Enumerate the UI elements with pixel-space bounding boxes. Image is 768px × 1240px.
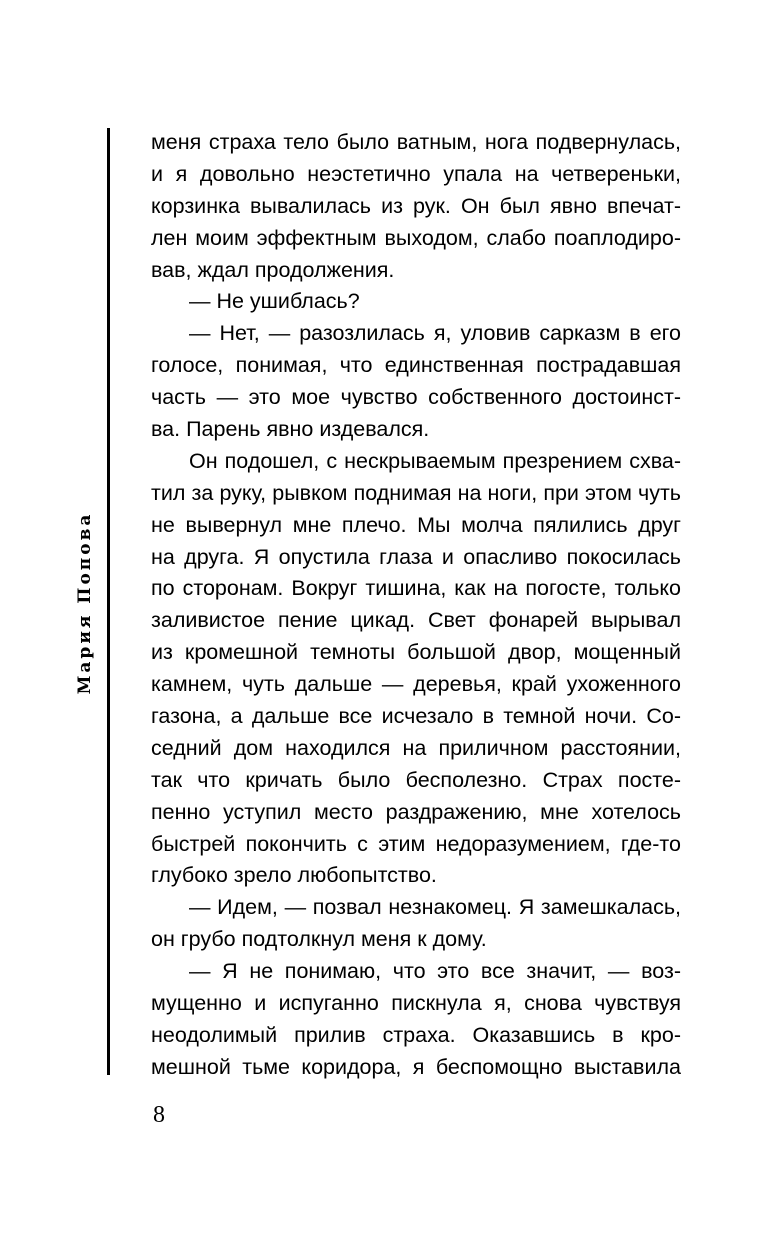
text-line: так что кричать было бесполезно. Страх посте- [151,767,681,792]
text-line: Он подошел, с нескрываемым презрением схва- [189,448,681,473]
body-text [151,127,681,1084]
text-line: и я довольно неэстетично упала на четвереньки, [151,161,681,186]
text-line: быстрей покончить с этим недоразумением, где-то [151,831,681,856]
text-line: — Идем, — позвал незнакомец. Я замешкалась, [189,895,681,920]
text-line: по сторонам. Вокруг тишина, как на погосте, только [151,576,681,601]
text-line: пенно уступил место раздражению, мне хотелось [151,799,681,824]
text-line: из кромешной темноты большой двор, мощенный [151,640,681,665]
text-line: лен моим эффектным выходом, слабо поаплодиро- [151,225,681,250]
text-line: камнем, чуть дальше — деревья, край ухоженного [151,672,681,697]
text-line: мешной тьме коридора, я беспомощно выставила [151,1054,681,1079]
text-line: — Нет, — разозлилась я, уловив сарказм в его [189,321,681,346]
text-line: неодолимый прилив страха. Оказавшись в кро- [151,1022,681,1047]
text-line: — Не ушиблась? [189,289,360,314]
text-line: тил за руку, рывком поднимая на ноги, при этом чуть [151,480,681,505]
text-line: ва. Парень явно издевался. [151,417,430,442]
text-line: — Я не понимаю, что это все значит, — воз- [189,959,681,984]
page-number: 8 [153,1102,165,1128]
margin-rule [107,128,110,1075]
text-line: меня страха тело было ватным, нога подвернулась, [151,130,681,154]
text-line: газона, а дальше все исчезало в темной ночи. Со- [151,704,681,729]
text-line: он грубо подтолкнул меня к дому. [151,927,487,952]
text-line: мущенно и испуганно пискнула я, снова чувствуя [151,991,681,1016]
running-head-author: Мария Попова [75,511,95,695]
text-line: вав, ждал продолжения. [151,257,395,282]
text-line: часть — это мое чувство собственного достоинст- [151,385,681,410]
text-line: заливистое пение цикад. Свет фонарей вырывал [151,608,681,633]
text-line: седний дом находился на приличном расстоянии, [151,735,681,760]
text-line: глубоко зрело любопытство. [151,863,437,888]
text-line: голосе, понимая, что единственная пострадавшая [151,353,681,378]
text-line: корзинка вывалилась из рук. Он был явно впечат- [151,193,681,218]
text-line: не вывернул мне плечо. Мы молча пялились друг [151,512,681,537]
text-line: на друга. Я опустила глаза и опасливо покосилась [151,544,681,569]
